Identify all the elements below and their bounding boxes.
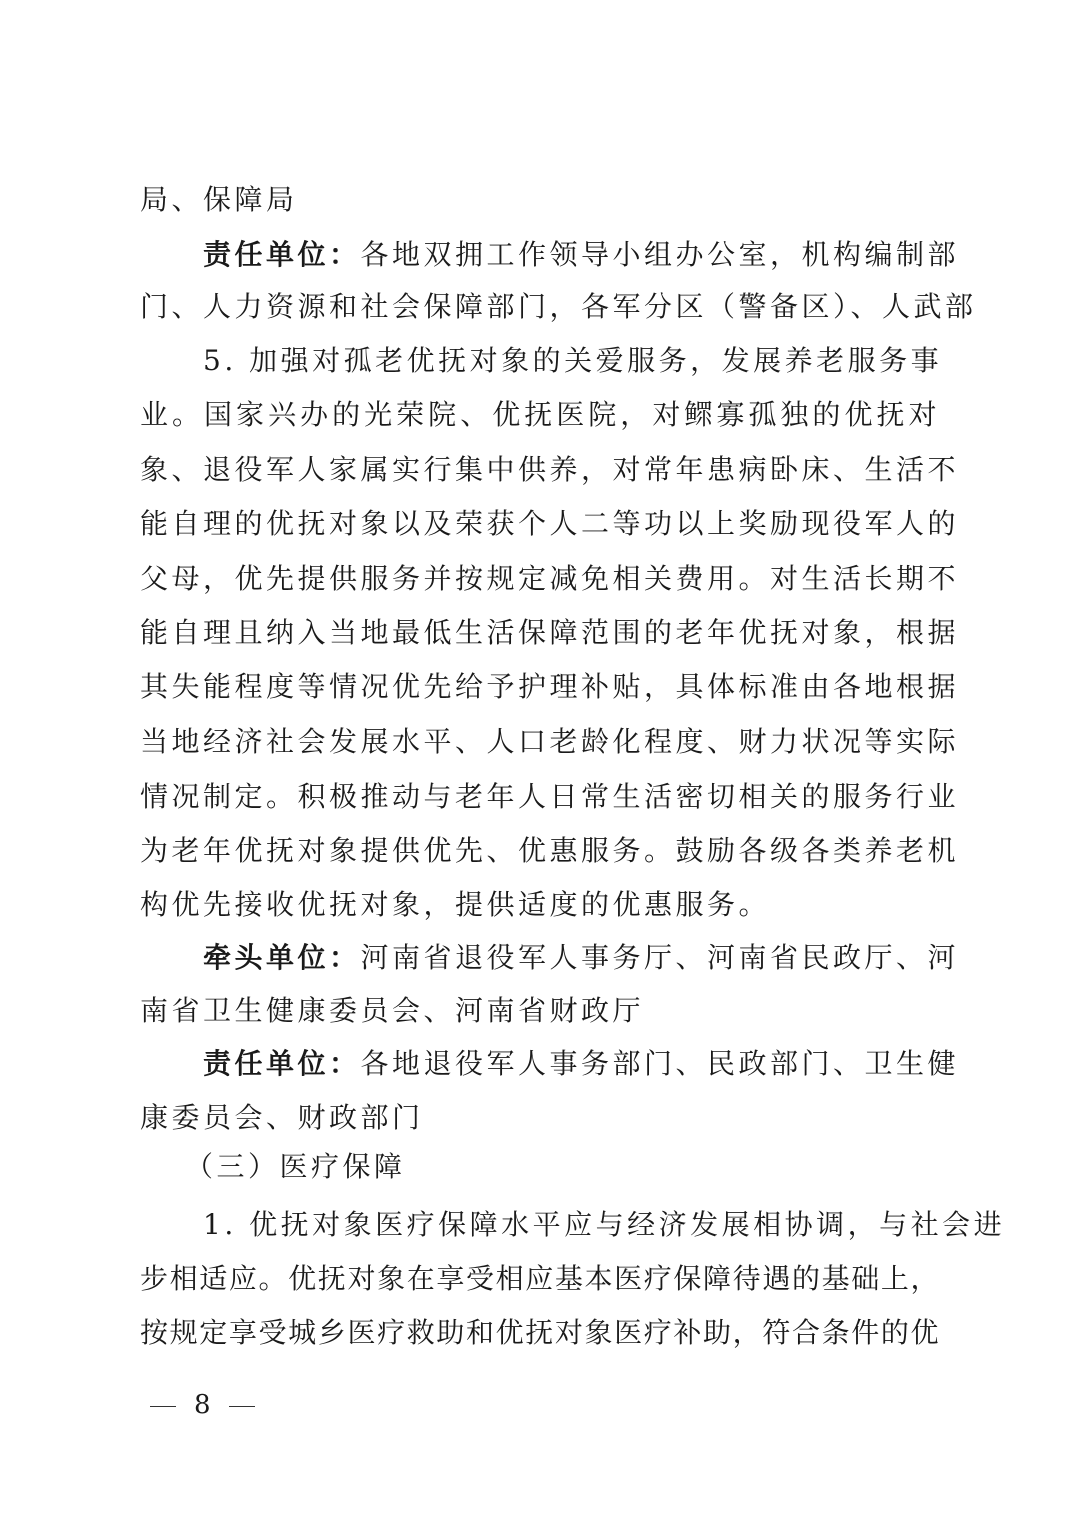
footer-dash-right [229, 1406, 255, 1407]
text-line: 局、保障局 [140, 183, 298, 216]
text-line: 责任单位：各地退役军人事务部门、民政部门、卫生健 [203, 1047, 960, 1080]
page-footer [140, 1388, 273, 1422]
text-line: 业。国家兴办的光荣院、优抚医院，对鳏寡孤独的优抚对 [140, 398, 940, 431]
text-line: 门、人力资源和社会保障部门，各军分区（警备区）、人武部 [140, 290, 977, 323]
text-line: 5. 加强对孤老优抚对象的关爱服务，发展养老服务事 [203, 344, 943, 377]
footer-dash-left [150, 1406, 176, 1407]
text-line: 情况制定。积极推动与老年人日常生活密切相关的服务行业 [140, 780, 960, 813]
text-line: 当地经济社会发展水平、人口老龄化程度、财力状况等实际 [140, 725, 960, 758]
text-line: 康委员会、财政部门 [140, 1101, 424, 1134]
text-line: 牵头单位：河南省退役军人事务厅、河南省民政厅、河 [203, 941, 960, 974]
text-line: 责任单位：各地双拥工作领导小组办公室，机构编制部 [203, 238, 960, 271]
text-line: 构优先接收优抚对象，提供适度的优惠服务。 [140, 888, 771, 921]
section-heading: （三）医疗保障 [185, 1150, 406, 1183]
text-line: 象、退役军人家属实行集中供养，对常年患病卧床、生活不 [140, 453, 960, 486]
page-number: 8 [194, 1390, 211, 1420]
text-line: 父母，优先提供服务并按规定减免相关费用。对生活长期不 [140, 562, 960, 595]
text-line: 为老年优抚对象提供优先、优惠服务。鼓励各级各类养老机 [140, 834, 960, 867]
text-line: 能自理的优抚对象以及荣获个人二等功以上奖励现役军人的 [140, 507, 960, 540]
text-line: 能自理且纳入当地最低生活保障范围的老年优抚对象，根据 [140, 616, 960, 649]
text-line: 其失能程度等情况优先给予护理补贴，具体标准由各地根据 [140, 670, 960, 703]
text-line: 按规定享受城乡医疗救助和优抚对象医疗补助，符合条件的优 [140, 1316, 940, 1349]
text-line: 1. 优抚对象医疗保障水平应与经济发展相协调，与社会进 [203, 1208, 1006, 1241]
text-line: 南省卫生健康委员会、河南省财政厅 [140, 994, 645, 1027]
text-line: 步相适应。优抚对象在享受相应基本医疗保障待遇的基础上， [140, 1262, 940, 1295]
